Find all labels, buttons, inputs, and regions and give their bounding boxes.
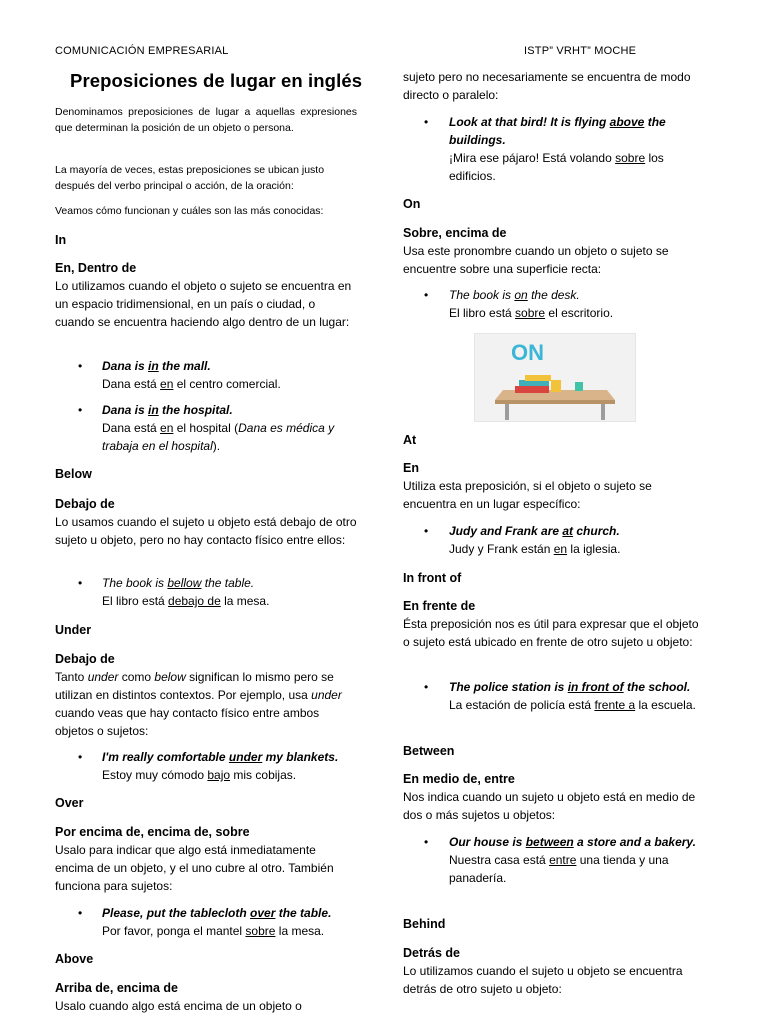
example-text: the table. <box>275 906 332 920</box>
translation-text: la mesa. <box>220 594 270 608</box>
bullet-icon: • <box>424 680 429 694</box>
section-desc-on: Usa este pronombre cuando un objeto o sujeto se encuentre sobre una superficie recta: <box>403 244 669 276</box>
translation-text: Nuestra casa está <box>449 853 550 867</box>
example-keyword: bellow <box>167 576 202 590</box>
translation-text: el centro comercial. <box>173 377 281 391</box>
example-text: the school. <box>623 680 691 694</box>
example-text: Dana is <box>102 359 149 373</box>
book-standing-icon <box>551 380 561 392</box>
example-text: The book is <box>449 288 515 302</box>
translation-text: La estación de policía está <box>449 698 595 712</box>
translation-keyword: sobre <box>245 924 276 938</box>
example-keyword: in front of <box>567 680 624 694</box>
desk-leg-icon <box>505 404 509 420</box>
section-subheading-under: Debajo de <box>55 652 115 666</box>
illustration-caption: ON <box>511 340 544 365</box>
intro-paragraph-1: Denominamos preposiciones de lugar a aquellas expresiones que determinan la posición de un objeto o persona. <box>55 106 357 134</box>
translation-keyword: sobre <box>615 151 646 165</box>
example-keyword: over <box>250 906 276 920</box>
desc-term: under <box>311 688 342 702</box>
translation-text: El libro está <box>102 594 169 608</box>
example-keyword: above <box>609 115 645 129</box>
section-desc-above-cont: sujeto pero no necesariamente se encuentra de modo directo o paralelo: <box>403 70 691 102</box>
bullet-icon: • <box>78 906 83 920</box>
example-text: church. <box>573 524 620 538</box>
translation-text: la iglesia. <box>567 542 621 556</box>
section-subheading-in: En, Dentro de <box>55 261 137 275</box>
desc-term: below <box>154 670 186 684</box>
desk-leg-icon <box>601 404 605 420</box>
bullet-icon: • <box>424 835 429 849</box>
section-subheading-between: En medio de, entre <box>403 772 515 786</box>
book-red-icon <box>515 386 549 393</box>
translation-keyword: sobre <box>515 306 546 320</box>
section-subheading-behind: Detrás de <box>403 946 460 960</box>
translation-keyword: frente a <box>594 698 636 712</box>
translation-text: una tienda y una panadería. <box>449 853 669 885</box>
header-right: ISTP” VRHT” MOCHE <box>524 45 637 57</box>
translation-keyword: en <box>553 542 568 556</box>
section-heading-under: Under <box>55 623 92 637</box>
example-text: Please, put the tablecloth <box>102 906 251 920</box>
translation-text: mis cobijas. <box>230 768 297 782</box>
section-desc-at: Utiliza esta preposición, si el objeto o sujeto se encuentra en un lugar específico: <box>403 479 652 511</box>
section-subheading-in-front-of: En frente de <box>403 599 476 613</box>
translation-text: El libro está <box>449 306 516 320</box>
translation-keyword: en <box>160 421 174 435</box>
example-keyword: at <box>562 524 574 538</box>
desk-edge-icon <box>495 400 615 404</box>
section-desc-below: Lo usamos cuando el sujeto u objeto está debajo de otro sujeto u objeto, pero no hay contacto físico entre ellos: <box>55 515 357 547</box>
example-keyword: in <box>148 403 159 417</box>
example-text: the desk. <box>527 288 580 302</box>
translation-text: Judy y Frank están <box>449 542 554 556</box>
book-yellow-icon <box>525 375 551 381</box>
example-text: the buildings. <box>449 115 666 147</box>
intro-paragraph-3: Veamos cómo funcionan y cuáles son las más conocidas: <box>55 205 324 217</box>
example-text: Judy and Frank are <box>449 524 563 538</box>
example-text: Our house is <box>449 835 526 849</box>
section-desc-above: Usalo cuando algo está encima de un objeto o <box>55 999 302 1013</box>
example-text: Dana is <box>102 403 149 417</box>
cup-icon <box>575 382 583 391</box>
section-subheading-on: Sobre, encima de <box>403 226 507 240</box>
section-desc-in-front-of: Ésta preposición nos es útil para expresar que el objeto o sujeto está ubicado en frente de otro sujeto u objeto: <box>403 617 699 649</box>
example-text: my blankets. <box>262 750 339 764</box>
section-subheading-above: Arriba de, encima de <box>55 981 178 995</box>
example-text: the mall. <box>158 359 211 373</box>
section-heading-below: Below <box>55 467 92 481</box>
section-subheading-below: Debajo de <box>55 497 115 511</box>
desk-illustration <box>475 334 635 421</box>
section-heading-on: On <box>403 197 421 211</box>
translation-text: los edificios. <box>449 151 664 183</box>
desc-text: cuando veas que hay contacto físico entre ambos objetos o sujetos: <box>55 706 320 738</box>
example-text: I'm really comfortable <box>102 750 229 764</box>
section-desc-in: Lo utilizamos cuando el objeto o sujeto se encuentra en un espacio tridimensional, en un país o ciudad, o cuando se encuentra haciendo algo dentro de un lugar: <box>55 279 352 329</box>
section-heading-in: In <box>55 233 67 247</box>
translation-text: el hospital ( <box>173 421 239 435</box>
example-text: The book is <box>102 576 168 590</box>
translation-keyword: debajo de <box>168 594 221 608</box>
translation-keyword: bajo <box>207 768 231 782</box>
bullet-icon: • <box>78 403 83 417</box>
section-subheading-at: En <box>403 461 419 475</box>
example-text: Look at that bird! It is flying <box>449 115 610 129</box>
illustration-on-desk <box>474 333 636 422</box>
page-title: Preposiciones de lugar en inglés <box>70 70 363 91</box>
desc-text: significan lo mismo pero se utilizan en distintos contextos. Por ejemplo, usa <box>55 670 334 702</box>
translation-keyword: entre <box>549 853 577 867</box>
example-keyword: on <box>514 288 528 302</box>
translation-text: ). <box>212 439 221 453</box>
desc-text: como <box>118 670 155 684</box>
section-subheading-over: Por encima de, encima de, sobre <box>55 825 250 839</box>
example-keyword: in <box>148 359 159 373</box>
example-text: the hospital. <box>158 403 233 417</box>
bullet-icon: • <box>78 576 83 590</box>
example-keyword: under <box>228 750 263 764</box>
bullet-icon: • <box>424 288 429 302</box>
translation-text: Estoy muy cómodo <box>102 768 208 782</box>
bullet-icon: • <box>78 359 83 373</box>
section-desc-between: Nos indica cuando un sujeto u objeto está en medio de dos o más sujetos u objetos: <box>403 790 696 822</box>
bullet-icon: • <box>424 115 429 129</box>
section-desc-behind: Lo utilizamos cuando el sujeto u objeto se encuentra detrás de otro sujeto u objeto: <box>403 964 683 996</box>
section-desc-over: Usalo para indicar que algo está inmediatamente encima de un objeto, y el uno cubre al otro. También funciona para sujetos: <box>55 843 334 893</box>
example-text: The police station is <box>449 680 568 694</box>
translation-text: Dana está <box>102 421 161 435</box>
translation-text: Dana está <box>102 377 161 391</box>
section-heading-over: Over <box>55 796 84 810</box>
section-heading-behind: Behind <box>403 917 446 931</box>
bullet-icon: • <box>78 750 83 764</box>
section-heading-between: Between <box>403 744 455 758</box>
desc-term: under <box>87 670 119 684</box>
section-heading-in-front-of: In front of <box>403 571 462 585</box>
translation-text: ¡Mira ese pájaro! Está volando <box>449 151 616 165</box>
bullet-icon: • <box>424 524 429 538</box>
translation-text: la escuela. <box>635 698 696 712</box>
example-keyword: between <box>525 835 574 849</box>
desc-text: Tanto <box>55 670 88 684</box>
section-heading-at: At <box>403 433 417 447</box>
section-desc-under <box>55 668 357 740</box>
translation-keyword: en <box>160 377 174 391</box>
section-heading-above: Above <box>55 952 94 966</box>
translation-note: Dana es médica y trabaja en el hospital <box>102 421 335 453</box>
example-text: a store and a bakery. <box>573 835 696 849</box>
header-left: COMUNICACIÓN EMPRESARIAL <box>55 45 229 57</box>
translation-text: el escritorio. <box>545 306 614 320</box>
translation-text: la mesa. <box>275 924 325 938</box>
example-text: the table. <box>201 576 255 590</box>
translation-text: Por favor, ponga el mantel <box>102 924 246 938</box>
intro-paragraph-2: La mayoría de veces, estas preposiciones se ubican justo después del verbo principal o acción, de la oración: <box>55 164 325 192</box>
